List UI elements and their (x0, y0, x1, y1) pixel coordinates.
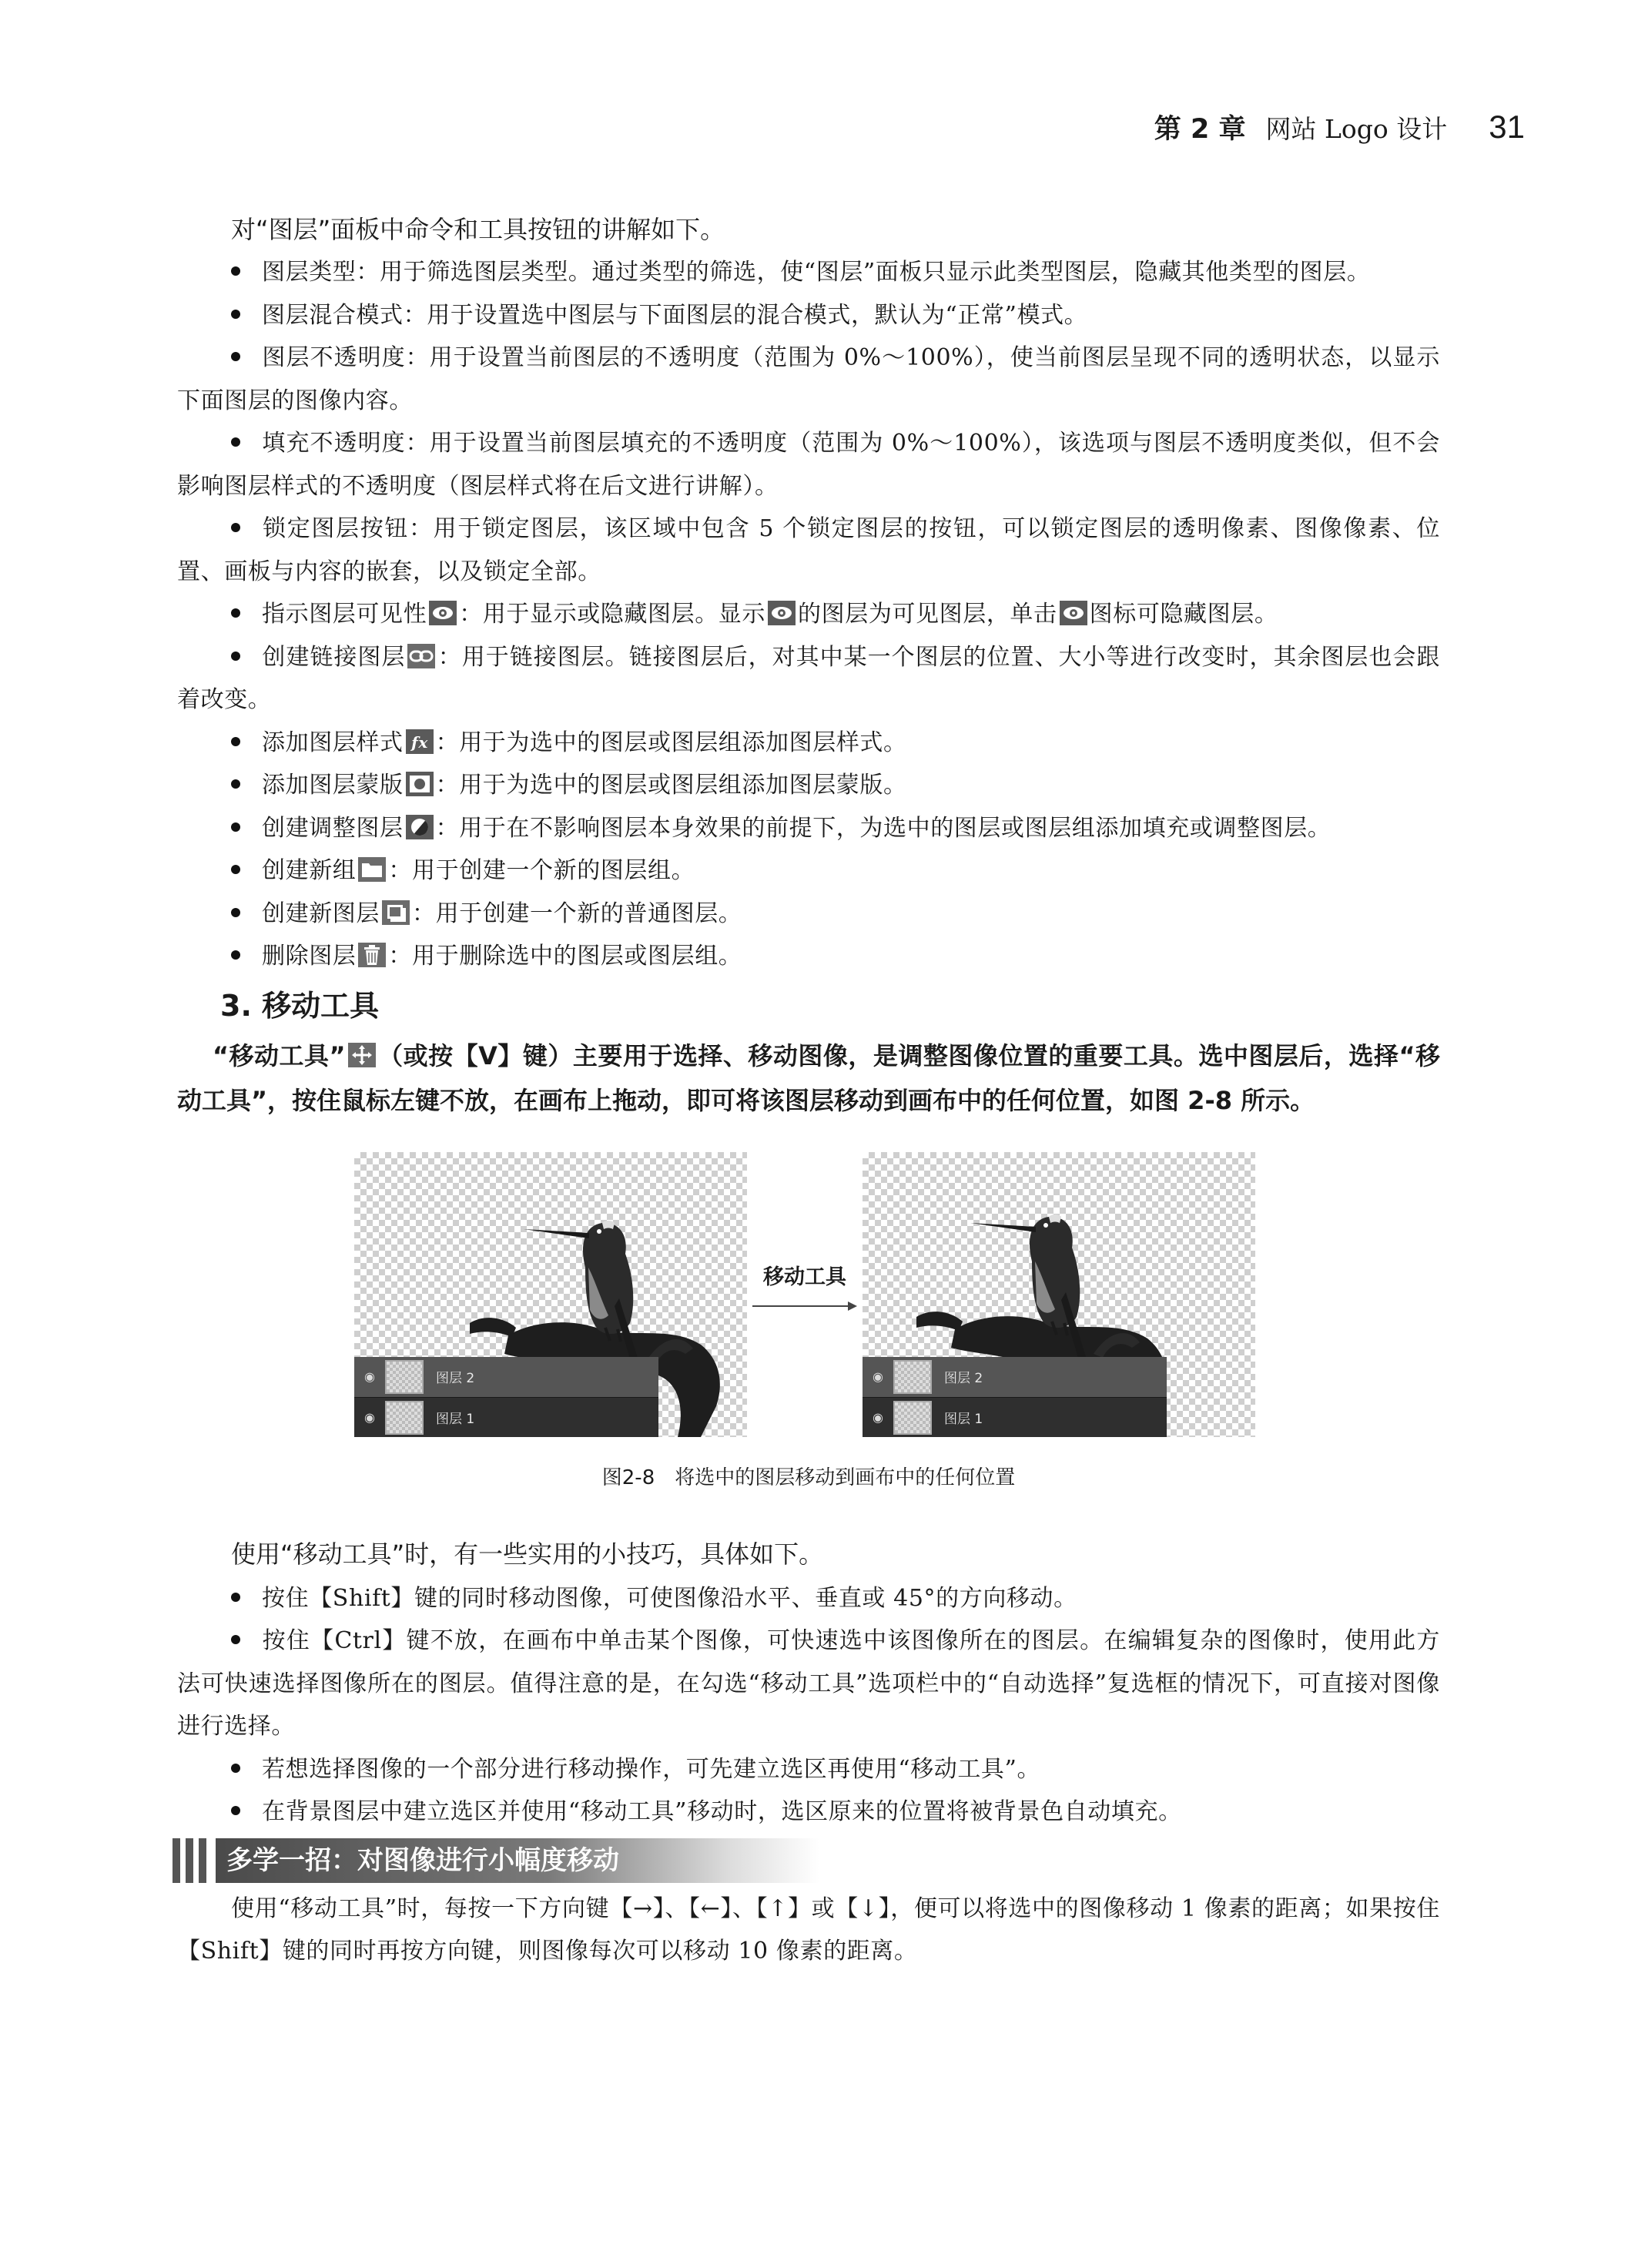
figure-2-8 (177, 1152, 1440, 1522)
visibility-eye-icon[interactable]: ◉ (873, 1369, 883, 1384)
item-text: ：用于链接图层。链接图层后，对其中某一个图层的位置、大小等进行改变时，其余图层也会跟着改变。 (177, 643, 1440, 713)
bullet-item (177, 251, 1440, 294)
bullet-item (177, 1577, 1440, 1620)
layer-thumbnail (385, 1401, 424, 1435)
item-text: ：用于删除选中的图层或图层组。 (388, 943, 742, 970)
new-layer-icon (381, 899, 410, 926)
item-text: ：用于在不影响图层本身效果的前提下，为选中的图层或图层组添加填充或调整图层。 (435, 814, 1332, 842)
bullet-dot (231, 822, 240, 832)
folder-icon (357, 856, 387, 883)
bullet-dot (231, 608, 240, 618)
item-text: ：用于为选中的图层或图层组添加图层样式。 (435, 729, 907, 756)
visibility-eye-icon[interactable]: ◉ (873, 1410, 883, 1425)
link-icon (407, 643, 436, 669)
eye-icon (1059, 600, 1088, 626)
section-heading: 3. 移动工具 (220, 988, 380, 1023)
item-text: 图层不透明度：用于设置当前图层的不透明度（范围为 0%～100%），使当前图层呈现不同的透明状态，以显示下面图层的图像内容。 (177, 344, 1440, 414)
item-text: ：用于创建一个新的普通图层。 (412, 899, 742, 927)
bullet-dot (231, 1593, 240, 1602)
canvas-after (863, 1152, 1255, 1437)
canvas-before (354, 1152, 747, 1437)
bullet-item (177, 722, 1440, 765)
item-text: 的图层为可见图层，单击 (798, 601, 1057, 628)
bullet-item (177, 337, 1440, 422)
bullet-item (177, 593, 1440, 636)
item-text: 在背景图层中建立选区并使用“移动工具”移动时，选区原来的位置将被背景色自动填充。 (262, 1798, 1182, 1825)
item-text: 锁定图层按钮：用于锁定图层，该区域中包含 5 个锁定图层的按钮，可以锁定图层的透明像素、图像像素、位置、画板与内容的嵌套，以及锁定全部。 (177, 515, 1440, 585)
item-text: 填充不透明度：用于设置当前图层填充的不透明度（范围为 0%～100%），该选项与图层不透明度类似，但不会影响图层样式的不透明度（图层样式将在后文进行讲解）。 (177, 430, 1440, 500)
trash-icon (357, 942, 387, 968)
item-text: 删除图层 (262, 943, 357, 970)
layer-row[interactable] (863, 1357, 1167, 1398)
tips-list (177, 1577, 1440, 1834)
chapter-title: 网站 Logo 设计 (1265, 114, 1448, 144)
mask-icon (405, 771, 434, 797)
bullet-item (177, 1748, 1440, 1791)
bullet-dot (231, 523, 240, 532)
item-text: 指示图层可见性 (262, 601, 427, 628)
adjustment-icon (405, 814, 434, 840)
bullet-dot (231, 779, 240, 789)
item-text: 图层类型：用于筛选图层类型。通过类型的筛选，使“图层”面板只显示此类型图层，隐藏其他类型的图层。 (262, 259, 1371, 286)
layer-row[interactable] (863, 1398, 1167, 1437)
intro-paragraph: 对“图层”面板中命令和工具按钮的讲解如下。 (231, 215, 725, 244)
bullet-dot (231, 865, 240, 874)
item-text: ：用于为选中的图层或图层组添加图层蒙版。 (435, 772, 907, 799)
fx-icon (405, 729, 434, 755)
item-text: 创建链接图层 (262, 643, 406, 671)
tip-box-title: 多学一招：对图像进行小幅度移动 (216, 1838, 819, 1883)
layer-row[interactable] (354, 1357, 658, 1398)
layer-name: 图层 2 (944, 1371, 983, 1386)
visibility-eye-icon[interactable]: ◉ (364, 1410, 375, 1425)
move-tool-icon (347, 1042, 377, 1068)
figure-caption: 图2-8 将选中的图层移动到画布中的任何位置 (601, 1466, 1016, 1489)
bullet-item (177, 849, 1440, 893)
bullet-item (177, 294, 1440, 337)
move-tool-para-rest: （或按【V】键）主要用于选择、移动图像，是调整图像位置的重要工具。选中图层后，选择“移动工具”，按住鼠标左键不放，在画布上拖动，即可将该图层移动到画布中的任何位置，如图 2-8 所示。 (177, 1040, 1440, 1115)
bullet-dot (231, 437, 240, 447)
eye-icon (767, 600, 796, 626)
bullet-dot (231, 737, 240, 746)
bullet-item (177, 508, 1440, 593)
tip-stripes-decoration (173, 1838, 206, 1883)
layers-panel-after (863, 1357, 1167, 1437)
bullet-dot (231, 908, 240, 917)
layer-name: 图层 1 (944, 1412, 983, 1427)
item-text: 创建新组 (262, 857, 357, 884)
bullet-item (177, 1791, 1440, 1834)
bullet-item (177, 807, 1440, 850)
layer-thumbnail (893, 1360, 932, 1394)
layer-row[interactable] (354, 1398, 658, 1437)
item-text: 按住【Ctrl】键不放，在画布中单击某个图像，可快速选中该图像所在的图层。在编辑复杂的图像时，使用此方法可快速选择图像所在的图层。值得注意的是，在勾选“移动工具”选项栏中的“自动选择”复选框的情况下，可直接对图像进行选择。 (177, 1627, 1440, 1740)
tip-box-body: 使用“移动工具”时，每按一下方向键【→】、【←】、【↑】或【↓】，便可以将选中的图像移动 1 像素的距离；如果按住【Shift】键的同时再按方向键，则图像每次可以移动 10 像素的距离。 (177, 1894, 1440, 1965)
item-text: 图层混合模式：用于设置选中图层与下面图层的混合模式，默认为“正常”模式。 (262, 301, 1088, 329)
item-text: 添加图层蒙版 (262, 772, 404, 799)
bullet-dot (231, 1764, 240, 1773)
running-head (1154, 108, 1525, 146)
item-text: 创建调整图层 (262, 814, 404, 842)
arrow-label: 移动工具 (751, 1260, 859, 1290)
layer-thumbnail (385, 1360, 424, 1394)
chapter-label: 第 2 章 (1154, 114, 1246, 145)
item-text: ：用于创建一个新的图层组。 (388, 857, 695, 884)
figure-arrow (751, 1260, 859, 1322)
move-tool-para-start: “移动工具” (213, 1040, 346, 1070)
bullet-dot (231, 652, 240, 661)
item-text: 添加图层样式 (262, 729, 404, 756)
eye-icon (428, 600, 457, 626)
bullet-dot (231, 310, 240, 319)
bullet-dot (231, 1806, 240, 1815)
tips-intro: 使用“移动工具”时，有一些实用的小技巧，具体如下。 (231, 1539, 824, 1569)
bullet-dot (231, 266, 240, 276)
page-content (177, 208, 1440, 1973)
item-text: 按住【Shift】键的同时移动图像，可使图像沿水平、垂直或 45°的方向移动。 (262, 1584, 1077, 1612)
bullet-dot (231, 950, 240, 960)
svg-text:fx: fx (410, 732, 428, 752)
bullet-item (177, 1620, 1440, 1748)
item-text: ：用于显示或隐藏图层。显示 (459, 601, 766, 628)
bullet-item (177, 764, 1440, 807)
item-text: 若想选择图像的一个部分进行移动操作，可先建立选区再使用“移动工具”。 (262, 1755, 1041, 1783)
visibility-eye-icon[interactable]: ◉ (364, 1369, 375, 1384)
bullet-item (177, 893, 1440, 936)
layer-name: 图层 2 (436, 1371, 475, 1386)
bullet-item (177, 422, 1440, 508)
bullet-dot (231, 1635, 240, 1644)
page-number: 31 (1489, 109, 1525, 145)
layers-panel-before (354, 1357, 658, 1437)
item-text: 图标可隐藏图层。 (1089, 601, 1278, 628)
layer-panel-list (177, 251, 1440, 978)
move-tool-paragraph (177, 1033, 1440, 1123)
layer-name: 图层 1 (436, 1412, 475, 1427)
bullet-item (177, 935, 1440, 978)
tip-box-header (173, 1838, 1440, 1883)
bullet-item (177, 636, 1440, 722)
layer-thumbnail (893, 1401, 932, 1435)
item-text: 创建新图层 (262, 899, 380, 927)
bullet-dot (231, 352, 240, 361)
